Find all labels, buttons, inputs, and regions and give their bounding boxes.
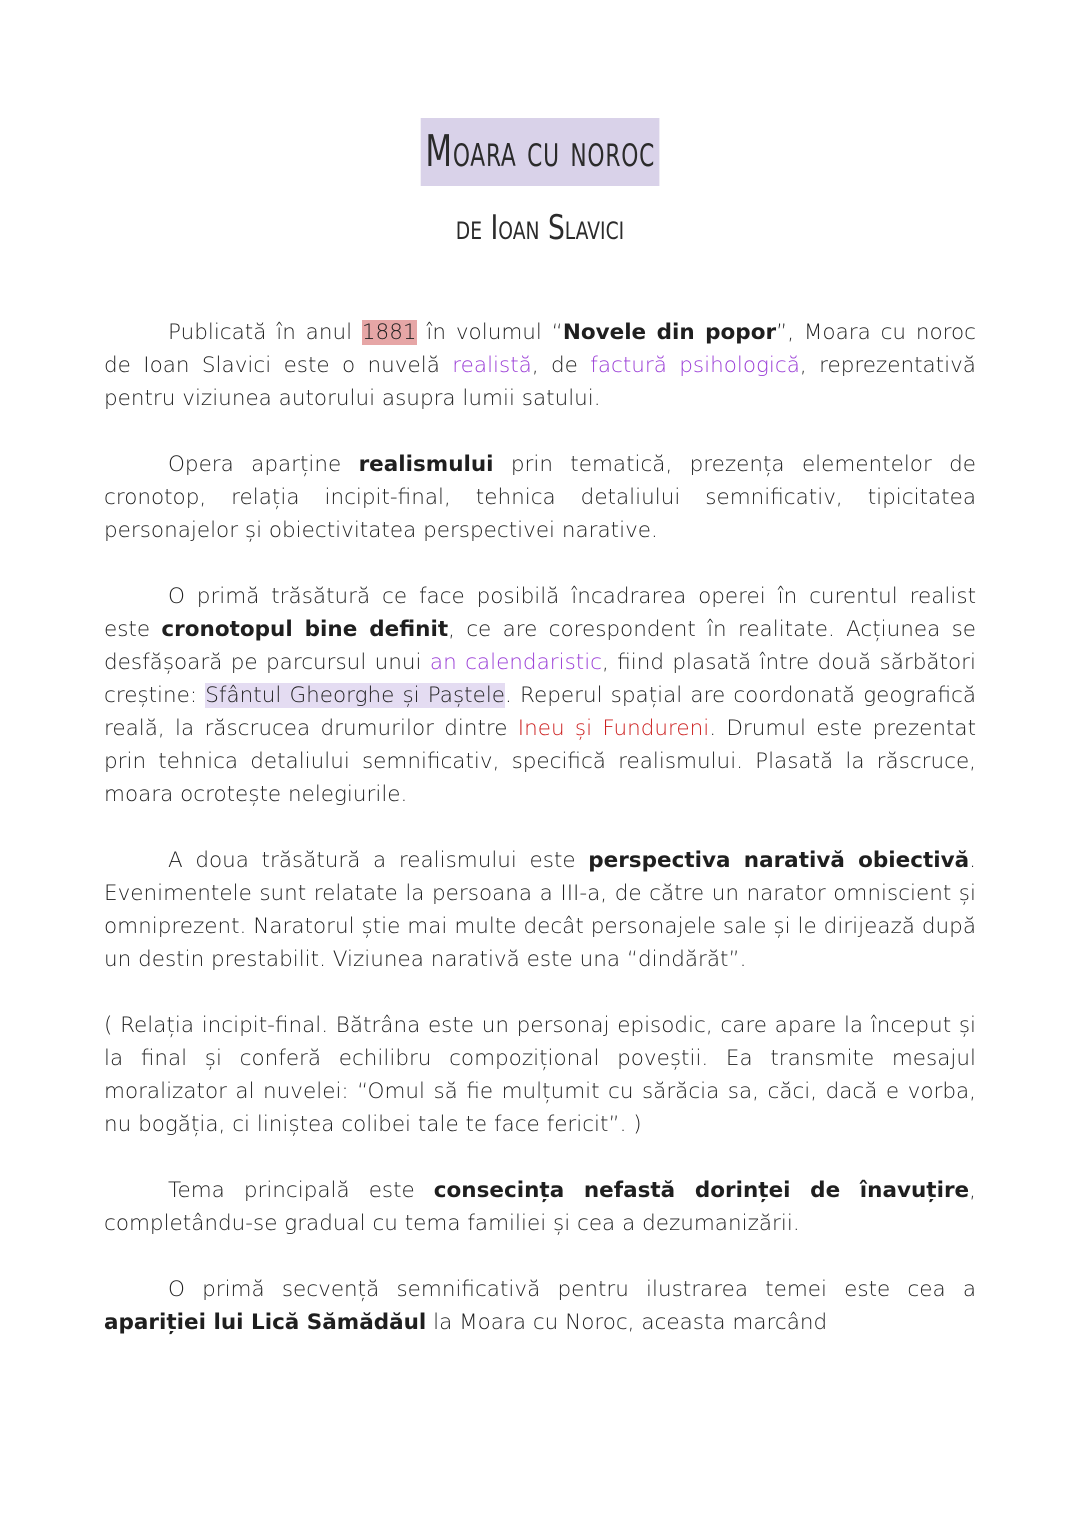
text-span: . Reperul spațial are coordonată geografică reală, la răscrucea drumurilor dintre (104, 683, 976, 741)
text-span: . Drumul este prezentat prin tehnica detaliului semnificativ, specifică realismului. Plasată la răscruce, moara ocrotește nelegiurile. (104, 716, 977, 807)
text-span: , de (531, 353, 591, 378)
text-span: Opera aparține (168, 452, 359, 477)
text-span: în volumul “ (416, 320, 563, 345)
keyword-realista: realistă (452, 353, 532, 378)
paragraph-perspectiva (104, 844, 976, 976)
keyword-locatie: Ineu și Fundureni (517, 716, 710, 741)
page-subtitle: de Ioan Slavici (455, 208, 625, 248)
paragraph-cronotop (104, 580, 976, 811)
text-span: . Evenimentele sunt relatate la persoana a III-a, de către un narator omniscient și omniprezent. Naratorul știe mai multe decât personajele sale și le dirijează după un destin prestabilit. Viziunea narativă este una “dindărăt”. (104, 848, 976, 972)
document-body (104, 316, 976, 1372)
text-span: O primă secvență semnificativă pentru ilustrarea temei este cea a (168, 1277, 976, 1302)
bold-lica: apariției lui Lică Sămădăul (104, 1310, 427, 1335)
bold-tema: consecința nefastă dorinței de înavuțire (433, 1178, 970, 1203)
text-span: , fiind plasată între două sărbători creștine: (104, 650, 976, 708)
keyword-factura: factură psihologică (590, 353, 800, 378)
bold-cronotopul: cronotopul bine definit (161, 617, 449, 642)
paragraph-secventa (104, 1273, 976, 1339)
text-span: O primă trăsătură ce face posibilă încadrarea operei în curentul realist este (104, 584, 976, 642)
bold-realismului: realismului (358, 452, 494, 477)
paragraph-intro (104, 316, 976, 415)
paragraph-tema (104, 1174, 976, 1240)
text-span: la Moara cu Noroc, aceasta marcând (426, 1310, 828, 1335)
text-span: Tema principală este (168, 1178, 434, 1203)
keyword-an-calendaristic: an calendaristic (429, 650, 602, 675)
text-span: prin tematică, prezența elementelor de cronotop, relația incipit-final, tehnica detaliului semnificativ, tipicitatea personajelor și obiectivitatea perspectivei narative. (104, 452, 976, 543)
bold-perspectiva: perspectiva narativă obiectivă (588, 848, 970, 873)
year-highlight: 1881 (361, 320, 417, 345)
paragraph-incipit-final: ( Relația incipit-final. Bătrâna este un personaj episodic, care apare la început și la final și conferă echilibru compozițional poveștii. Ea transmite mesajul moralizator al nuvelei: “Omul să fie mulțumit cu sărăcia sa, căci, dacă e vorba, nu bogăția, ci liniștea colibei tale te face fericit”. ) (104, 1013, 976, 1137)
text-span: , reprezentativă pentru viziunea autorului asupra lumii satului. (104, 353, 976, 411)
text-span: , completându-se gradual cu tema familiei și cea a dezumanizării. (104, 1178, 976, 1236)
text-span: ”, Moara cu noroc de Ioan Slavici este o nuvelă (104, 320, 976, 378)
highlight-sarbatori: Sfântul Gheorghe și Paștele (205, 683, 506, 708)
text-span: A doua trăsătură a realismului este (168, 848, 589, 873)
paragraph-realism (104, 448, 976, 547)
text-span: Publicată în anul (168, 320, 362, 345)
page-title: Moara cu noroc (420, 118, 659, 186)
text-span: , ce are corespondent în realitate. Acțiunea se desfășoară pe parcursul unui (104, 617, 976, 675)
book-title: Novele din popor (562, 320, 777, 345)
title-block (0, 118, 1080, 186)
